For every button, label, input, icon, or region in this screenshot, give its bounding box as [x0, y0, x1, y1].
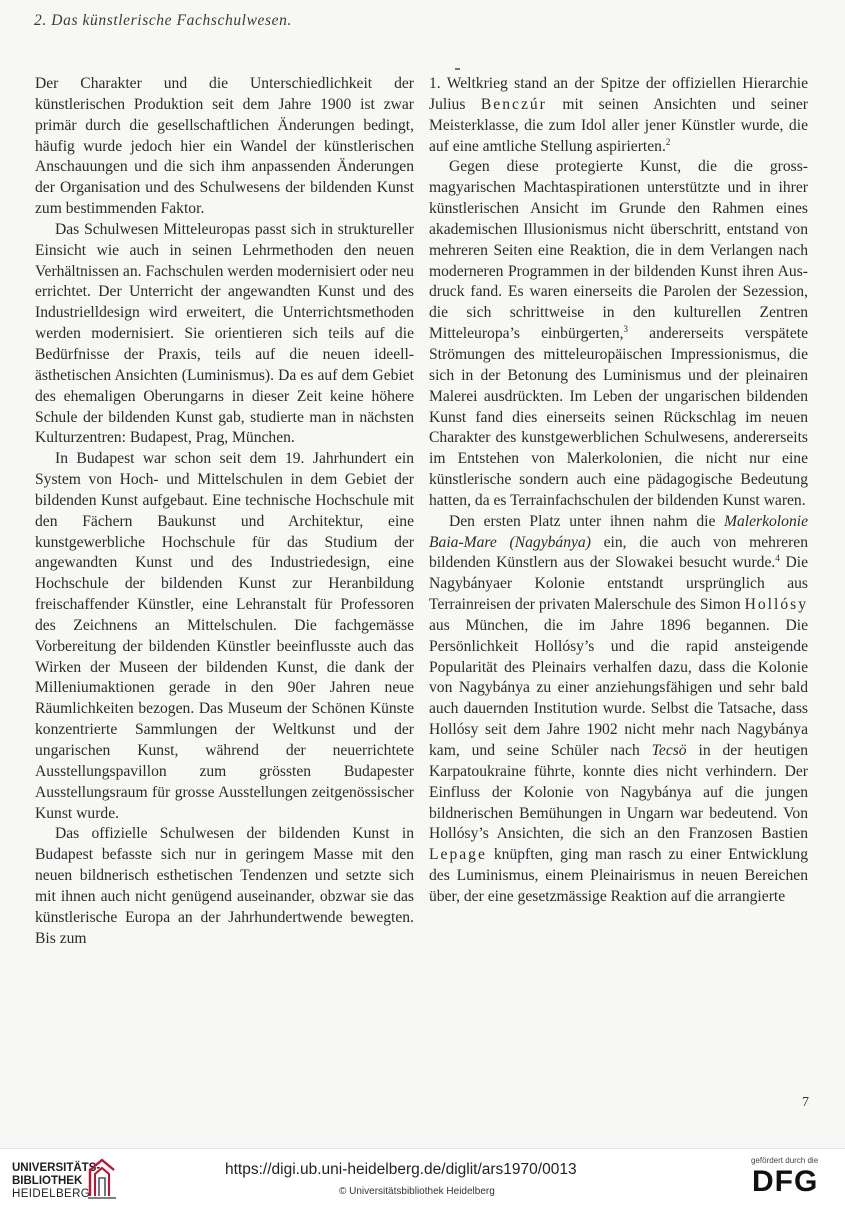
paragraph: 1. Weltkrieg stand an der Spitze der offiziellen Hierarchie Julius Benczúr mit seinen Ansichten und seiner Meisterklasse, die zum Idol aller jener Künstler wurde, die auf eine amtliche Stellung aspirierten.$^2$	[429, 75, 808, 155]
viewer-footer	[0, 1148, 845, 1208]
dfg-logo: DFG	[752, 1165, 819, 1198]
ink-speck	[455, 68, 460, 70]
paragraph: Das Schulwesen Mitteleuropas passt sich in struktureller Einsicht wie auch in seinen Lehrmethoden den neuen Verhältnissen an. Fachschulen werden modernisiert oder neu errichtet. Der Unterricht der angewandten Kunst und des Industrielldesign wird erweitert, die Unterrichtsmethoden werden modernisiert. Sie orientieren sich teils auf die Bedürfnisse der Praxis, teils auf die neuen ideell-ästhetischen Ansichten (Luminismus). Da es auf dem Gebiet des ehemaligen Oberungarns in dieser Zeit keine höhere Schule der bildenden Kunst gab, studierte man in nächsten Kulturzentren: Budapest, Prag, München.	[35, 220, 414, 447]
funding-note: gefördert durch die	[751, 1156, 819, 1165]
person-name: Lepage	[429, 846, 487, 864]
right-column	[429, 74, 808, 908]
page-number: 7	[802, 1095, 809, 1110]
paragraph: Gegen diese protegierte Kunst, die die grossmagyarischen Machtaspirationen unterstützte und in ihrer künstlerischen Ansicht im Grunde den Rahmen eines akademischen Illusionismus nicht überschritt, entstand von mehreren Seiten eine Reaktion, die in dem Verlangen nach moderneren Programmen in der bildenden Kunst ihren Ausdruck fand. Es waren einerseits die Parolen der Sezession, die sich schrittweise in den kulturellen Zentren Mitteleuropa’s einbürgerten,$^3$ andererseits verspätete Strömungen des mitteleuropäischen Impressionismus, die sich in der Betonung des Luminismus und der pleinairen Malerei ausdrückten. Im Leben der ungarischen bildenden Kunst fand dies einerseits seinen Rückschlag im neuen Charakter des kunstgewerblichen Schulwesens, andererseits im Entstehen von Malerkolonien, die nicht nur eine künstlerische sondern auch eine pädagogische Bedeutung hatten, da es Terrainfachschulen der bildenden Kunst waren.	[429, 158, 808, 509]
paragraph: Den ersten Platz unter ihnen nahm die Malerkolonie Baia-Mare (Nagybánya) ein, die auch von mehreren bildenden Künstlern aus der Slowakei besucht wurde.$^4$ Die Nagybányaer Kolonie entstandt ursprünglich aus Terrainreisen der privaten Malerschule des Simon Hollósy aus München, die im Jahre 1896 begannen. Die Persönlichkeit Hollósy’s und die rapid ansteigende Popularität des Pleinairs verhalfen dazu, dass die Kolonie von Nagybánya zu einer anziehungsfähigen und sehr bald auch dauernden Institution wurde. Selbst die Tatsache, dass Hollósy seit dem Jahre 1902 nicht mehr nach Nagybánya kam, und seine Schüler nach Tecsö in der heutigen Karpatoukraine führte, konnte dies nicht verhindern. Der Einfluss der Kolonie von Nagybánya auf die jungen bildnerischen Bemühungen in Ungarn war bedeutend. Von Hollósy’s Ansichten, die sich an den Franzosen Bastien Lepage knüpften, ging man rasch zu einer Entwicklung des Luminismus, einem Pleinairismus in neuen Bereichen über, der eine gesetzmässige Reaktion auf die arrangierte	[429, 512, 808, 905]
person-name: Benczúr	[480, 95, 547, 113]
place-name: Tecsö	[651, 742, 687, 759]
paragraph: Der Charakter und die Unterschiedlichkeit der künstlerischen Produktion seit dem Jahre 1900 ist zwar primär durch die gesellschaftlichen Änderungen bedingt, häufig wurde jedoch hier ein Wandel der künstlerischen Anschauungen und die sich ihm anpassenden Änderungen der Organisation und des Schulwesens der bildenden Kunst zum bestimmenden Faktor.	[35, 75, 414, 218]
left-column	[35, 74, 414, 949]
library-logo-icon	[86, 1156, 118, 1200]
footnote-ref: 2	[665, 136, 671, 147]
permalink-url[interactable]: https://digi.ub.uni-heidelberg.de/diglit/ars1970/0013	[225, 1161, 577, 1178]
copyright-notice: © Universitätsbibliothek Heidelberg	[339, 1186, 495, 1197]
footnote-ref: 4	[775, 553, 780, 564]
footnote-ref: 3	[623, 323, 629, 334]
library-name: UNIVERSITÄTS- BIBLIOTHEK HEIDELBERG	[12, 1162, 101, 1200]
colony-name: Malerkolonie Baia-Mare (Nagybánya)	[429, 512, 808, 551]
person-name: Hollósy	[744, 596, 808, 614]
paragraph: Das offizielle Schulwesen der bildenden Kunst in Budapest befasste sich nur in geringem Masse mit den neuen bildnerisch esthetischen Tendenzen und setzte sich mit ihnen auch nicht genügend auseinander, obzwar sie das künstlerische Europa an der Jahrhundertwende bewegten. Bis zum	[35, 825, 414, 947]
running-header: 2. Das künstlerische Fachschulwesen.	[34, 12, 292, 29]
paragraph: In Budapest war schon seit dem 19. Jahrhundert ein System von Hoch- und Mittelschulen in dem Gebiet der bildenden Kunst aufgebaut. Eine technische Hochschule mit den Fächern Baukunst und Architektur, eine kunstgewerbliche Hochschule für das Studium der angewandten Kunst und des Industriedesign, eine Hochschule der bildenden Kunst zur Heranbildung freischaffender Künstler, eine Lehranstalt für Professoren des Zeichnens an Mittelschulen. Die fachgemässe Vorbereitung der bildenden Künstler beeinflusste auch das Wirken der Museen der bildenden Kunst, die dank der Milleniumaktionen gerade in den 90er Jahren neue Räumlichkeiten bezogen. Das Museum der Schönen Künste konzentrierte Sammlungen der Weltkunst und der ungarischen Kunst, während der neuerrichtete Ausstellungspavillon zum grössten Budapester Ausstellungsraum für grosse Ausstellungen zeitgenössischer Kunst wurde.	[35, 450, 414, 822]
